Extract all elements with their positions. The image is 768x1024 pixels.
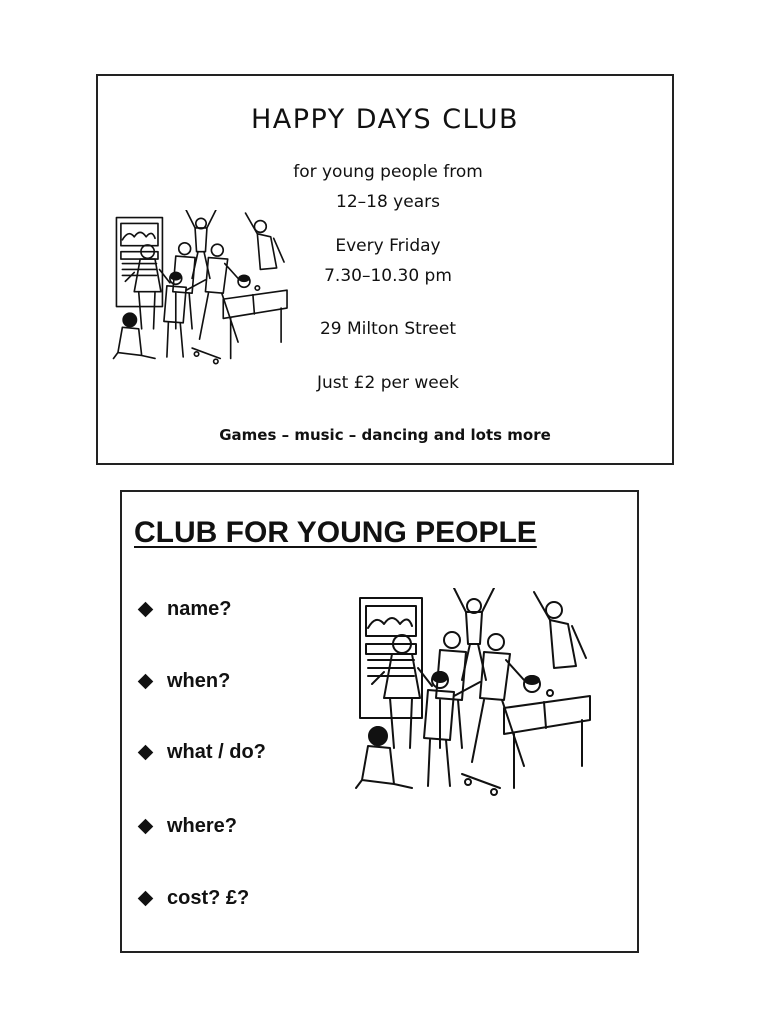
- advert-age-line1: for young people from: [293, 162, 483, 182]
- diamond-bullet-icon: [138, 819, 154, 835]
- advert-price: Just £2 per week: [316, 373, 460, 393]
- question-text: when?: [167, 670, 231, 692]
- question-text: cost? £?: [167, 887, 250, 909]
- question-text: where?: [167, 815, 238, 837]
- advert-day: Every Friday: [335, 236, 441, 256]
- club-illustration: [354, 588, 594, 798]
- club-advert-card: [96, 74, 674, 465]
- advert-address: 29 Milton Street: [319, 319, 457, 339]
- worksheet-card: [120, 490, 639, 953]
- question-item: [136, 670, 230, 693]
- advert-title: HAPPY DAYS CLUB: [250, 104, 520, 135]
- question-text: name?: [167, 598, 232, 620]
- diamond-bullet-icon: [138, 745, 154, 761]
- question-item: [136, 887, 249, 910]
- worksheet-title: CLUB FOR YOUNG PEOPLE: [134, 516, 537, 549]
- question-text: what / do?: [167, 741, 266, 763]
- diamond-bullet-icon: [138, 891, 154, 907]
- advert-time: 7.30–10.30 pm: [324, 266, 452, 286]
- question-item: [136, 815, 237, 838]
- question-item: [136, 598, 231, 621]
- diamond-bullet-icon: [138, 602, 154, 618]
- diamond-bullet-icon: [138, 674, 154, 690]
- question-item: [136, 741, 266, 764]
- advert-footer: Games – music – dancing and lots more: [219, 426, 551, 444]
- advert-age-line2: 12–18 years: [336, 192, 440, 212]
- club-illustration: [112, 210, 290, 366]
